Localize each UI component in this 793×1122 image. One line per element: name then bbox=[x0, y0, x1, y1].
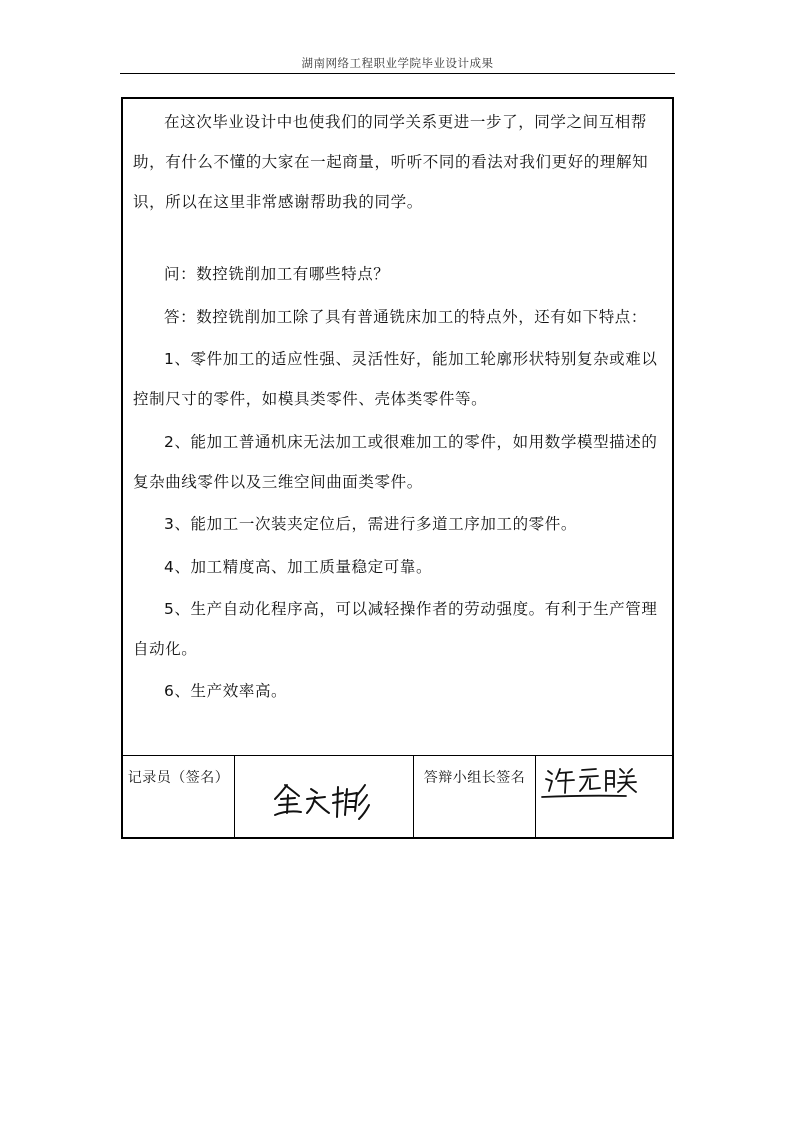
leader-signature bbox=[536, 755, 672, 837]
signature-row bbox=[123, 755, 672, 837]
answer-paragraph: 答：数控铣削加工除了具有普通铣床加工的特点外，还有如下特点： bbox=[164, 308, 648, 326]
record-box bbox=[121, 97, 674, 839]
feature-point-6: 6、生产效率高。 bbox=[164, 682, 288, 700]
header-rule bbox=[120, 73, 675, 74]
leader-label: 答辩小组长签名 bbox=[414, 755, 536, 837]
feature-point-3: 3、能加工一次装夹定位后，需进行多道工序加工的零件。 bbox=[164, 515, 577, 533]
recorder-signature-cell bbox=[235, 755, 414, 837]
intro-paragraph: 在这次毕业设计中也使我们的同学关系更进一步了，同学之间互相帮助，有什么不懂的大家在一起商量，听听不同的看法对我们更好的理解知识，所以在这里非常感谢帮助我的同学。 bbox=[133, 113, 649, 211]
feature-point-5: 5、生产自动化程序高，可以减轻操作者的劳动强度。有利于生产管理自动化。 bbox=[133, 600, 658, 658]
recorder-signature bbox=[235, 755, 414, 837]
body-text-area bbox=[123, 99, 672, 756]
feature-point-2: 2、能加工普通机床无法加工或很难加工的零件，如用数学模型描述的复杂曲线零件以及三维空间曲面类零件。 bbox=[133, 433, 658, 491]
leader-signature-cell bbox=[536, 755, 672, 837]
recorder-label: 记录员（签名） bbox=[123, 755, 235, 837]
feature-point-4: 4、加工精度高、加工质量稳定可靠。 bbox=[164, 558, 433, 576]
feature-point-1: 1、零件加工的适应性强、灵活性好，能加工轮廓形状特别复杂或难以控制尺寸的零件，如模具类零件、壳体类零件等。 bbox=[133, 350, 658, 408]
question-paragraph: 问：数控铣削加工有哪些特点？ bbox=[164, 265, 390, 283]
running-header: 湖南网络工程职业学院毕业设计成果 bbox=[301, 56, 494, 70]
